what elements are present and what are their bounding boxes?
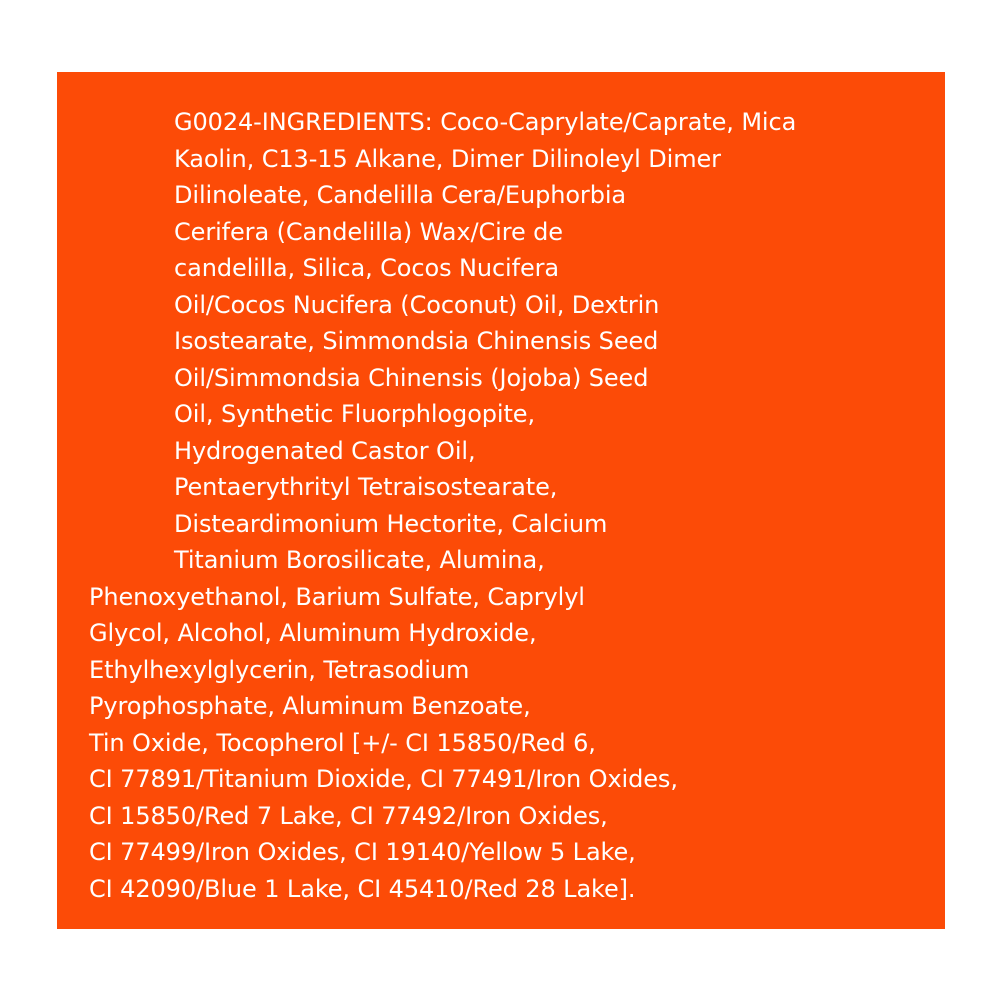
ingredients-line: CI 77499/Iron Oxides, CI 19140/Yellow 5 Lake, — [89, 838, 636, 866]
ingredients-line: Tin Oxide, Tocopherol [+/- CI 15850/Red 6, — [89, 728, 596, 757]
ingredients-line: Cerifera (Candelilla) Wax/Cire de — [174, 217, 563, 246]
ingredients-line: Pentaerythrityl Tetraisostearate, — [174, 473, 558, 501]
ingredients-line: Kaolin, C13-15 Alkane, Dimer Dilinoleyl Dimer — [174, 144, 721, 173]
ingredients-line: Dilinoleate, Candelilla Cera/Euphorbia — [174, 181, 627, 209]
ingredients-line: Isostearate, Simmondsia Chinensis Seed — [174, 327, 659, 355]
ingredients-label-panel — [57, 72, 945, 929]
ingredients-line: candelilla, Silica, Cocos Nucifera — [174, 254, 560, 282]
ingredients-line: Glycol, Alcohol, Aluminum Hydroxide, — [89, 619, 537, 647]
ingredients-line: Hydrogenated Castor Oil, — [174, 436, 476, 465]
ingredients-line: Pyrophosphate, Aluminum Benzoate, — [89, 692, 531, 720]
ingredients-line: Ethylhexylglycerin, Tetrasodium — [89, 655, 470, 684]
ingredients-line: CI 42090/Blue 1 Lake, CI 45410/Red 28 Lake]. — [89, 874, 636, 903]
ingredients-line: Disteardimonium Hectorite, Calcium — [174, 509, 608, 538]
ingredients-line: G0024-INGREDIENTS: Coco-Caprylate/Caprate, Mica — [174, 108, 797, 136]
ingredients-line: Oil, Synthetic Fluorphlogopite, — [174, 400, 535, 428]
ingredients-line: Phenoxyethanol, Barium Sulfate, Caprylyl — [89, 582, 585, 611]
ingredients-line: Oil/Simmondsia Chinensis (Jojoba) Seed — [174, 363, 649, 392]
ingredients-line: CI 77891/Titanium Dioxide, CI 77491/Iron Oxides, — [89, 765, 678, 793]
ingredients-line: Titanium Borosilicate, Alumina, — [174, 546, 545, 574]
ingredients-line: Oil/Cocos Nucifera (Coconut) Oil, Dextrin — [174, 290, 660, 319]
ingredients-line: CI 15850/Red 7 Lake, CI 77492/Iron Oxides, — [89, 801, 608, 830]
